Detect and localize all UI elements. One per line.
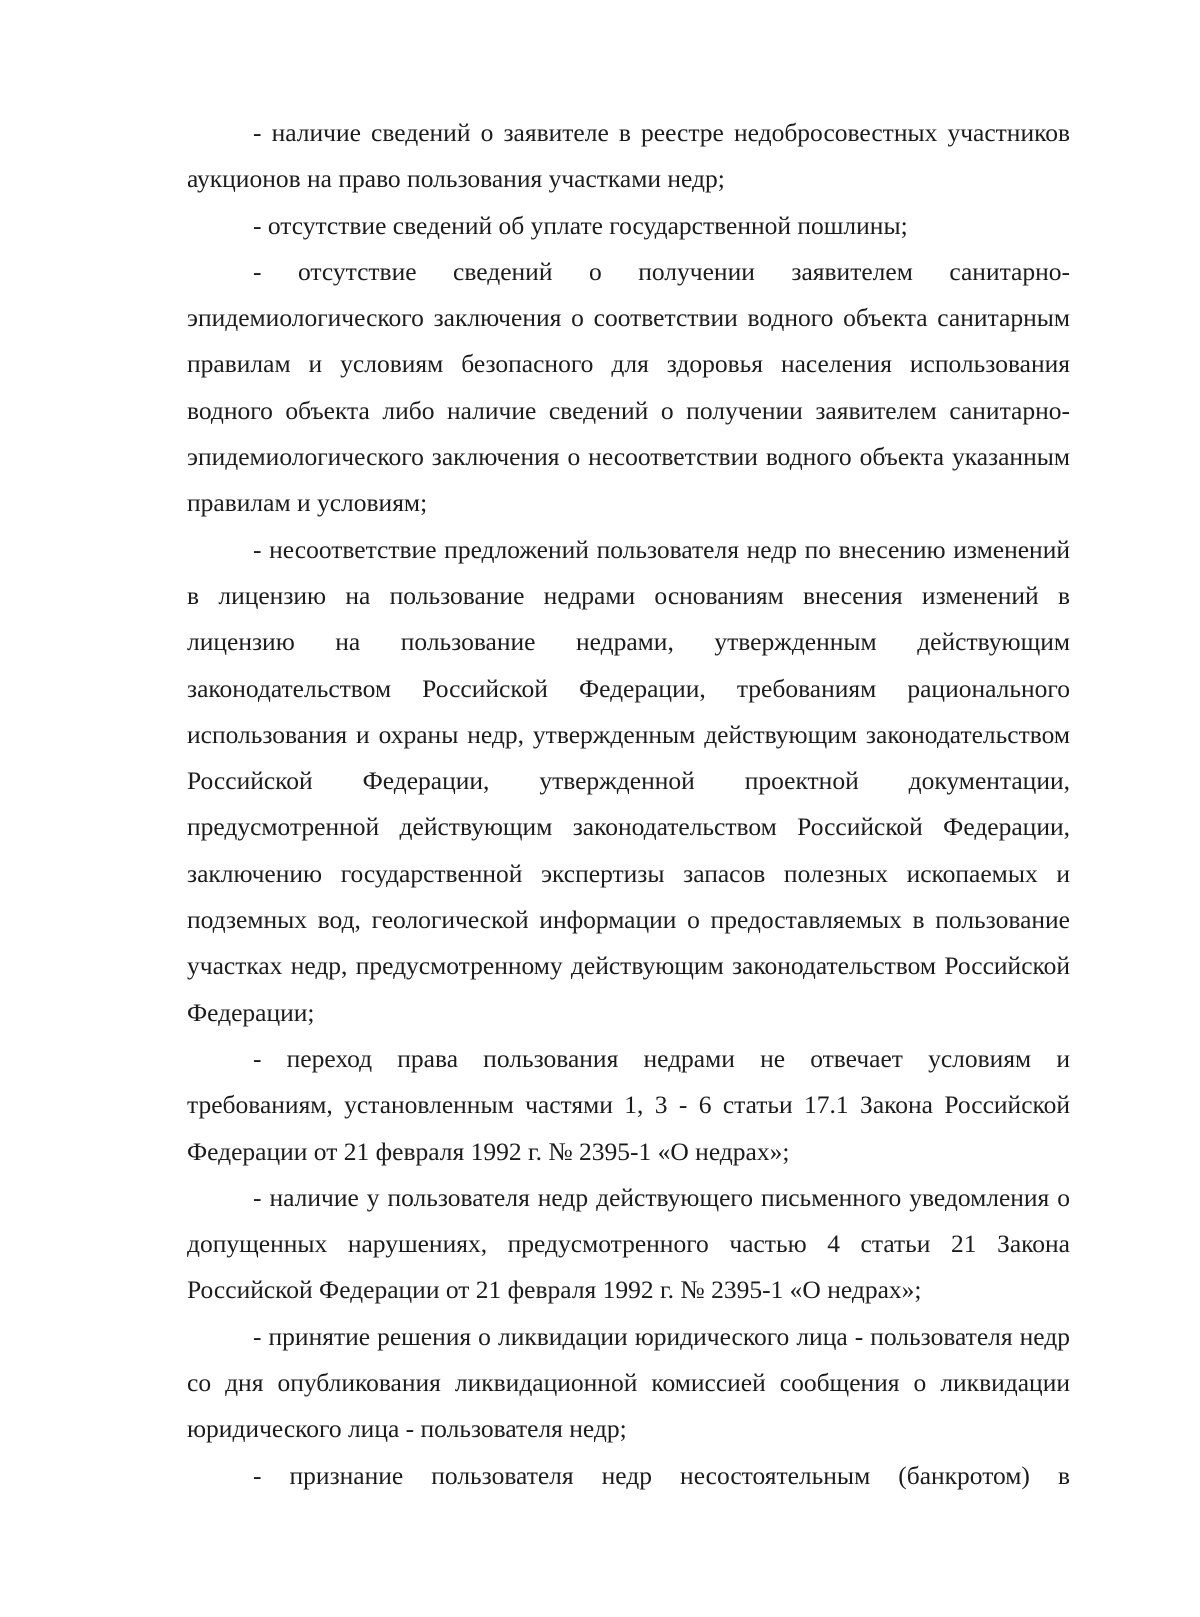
paragraph-sanitary-conclusion: - отсутствие сведений о получении заявителем санитарно-эпидемиологического заключения о соответствии водного объекта санитарным правилам и условиям безопасного для здоровья населения использования водного объекта либо наличие сведений о получении заявителем санитарно-эпидемиологического заключения о несоответствии водного объекта указанным правилам и условиям; [187, 256, 1070, 518]
paragraph-liquidation: - принятие решения о ликвидации юридического лица - пользователя недр со дня опубликования ликвидационной комиссией сообщения о ликвидации юридического лица - пользователя недр; [187, 1321, 1070, 1444]
paragraph-violation-notice: - наличие у пользователя недр действующего письменного уведомления о допущенных нарушениях, предусмотренного частью 4 статьи 21 Закона Российской Федерации от 21 февраля 1992 г. № 2395-1 «О недрах»; [187, 1182, 1070, 1305]
document-body [187, 110, 1070, 1499]
paragraph-license-changes: - несоответствие предложений пользователя недр по внесению изменений в лицензию на пользование недрами основаниям внесения изменений в лицензию на пользование недрами, утвержденным действующим законодательством Российской Федерации, требованиям рационального использования и охраны недр, утвержденным действующим законодательством Российской Федерации, утвержденной проектной документации, предусмотренной действующим законодательством Российской Федерации, заключению государственной экспертизы запасов полезных ископаемых и подземных вод, геологической информации о предоставляемых в пользование участках недр, предусмотренному действующим законодательством Российской Федерации; [187, 534, 1070, 1027]
paragraph-rights-transfer: - переход права пользования недрами не отвечает условиям и требованиям, установленным частями 1, 3 - 6 статьи 17.1 Закона Российской Федерации от 21 февраля 1992 г. № 2395-1 «О недрах»; [187, 1043, 1070, 1166]
paragraph-bankruptcy: - признание пользователя недр несостоятельным (банкротом) в [253, 1460, 1070, 1490]
paragraph-unfair-participants-registry: - наличие сведений о заявителе в реестре недобросовестных участников аукционов на право пользования участками недр; [187, 118, 1070, 194]
paragraph-state-fee: - отсутствие сведений об уплате государственной пошлины; [253, 210, 908, 240]
